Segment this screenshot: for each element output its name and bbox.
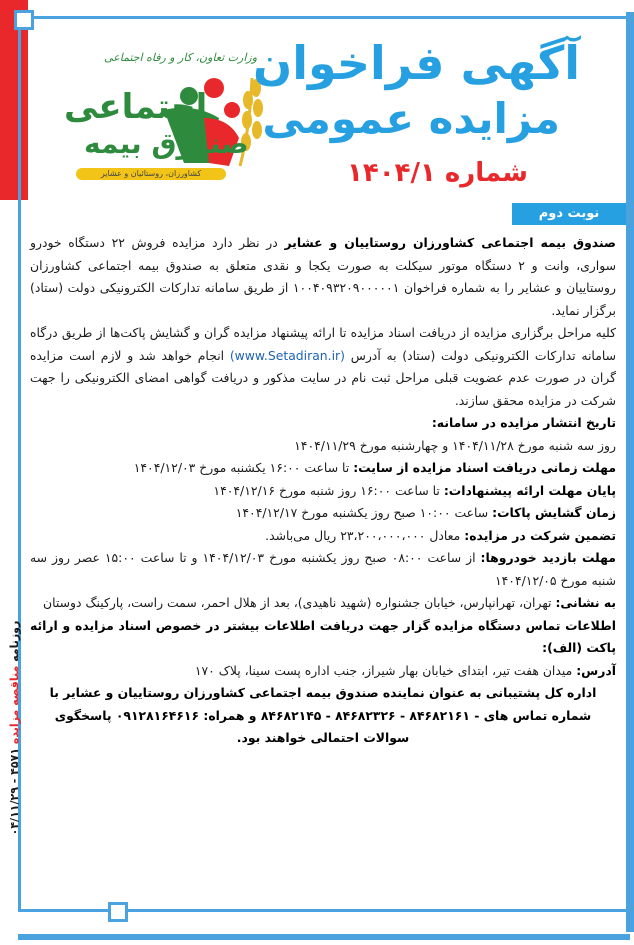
newspaper-label: روزنامه <box>8 620 21 662</box>
visit-address-label: به نشانی: <box>555 595 616 610</box>
contact-address-value: میدان هفت تیر، ابتدای خیابان بهار شیراز، جنب اداره پست سینا، پلاک ۱۷۰ <box>194 662 573 678</box>
intro-text-1: در نظر دارد مزایده فروش ۲۲ دستگاه خودرو سواری، وانت و ۲ دستگاه موتور سیکلت به صورت یکجا و نقدی متعلق به صندوق بیمه اجتماعی کشاورزان روستاییان و عشایر را به شماره فراخوان ۱۰۰۴۰۹۳۲۰۹۰۰۰۰۰۱ از طریق سامانه تدارکات الکترونیکی دولت (ستاد) برگزار نماید. <box>30 235 617 318</box>
contact-closing: اداره کل پشتیبانی به عنوان نماینده صندوق بیمه اجتماعی کشاورزان روستاییان و عشایر با شماره تماس های - ۸۴۶۸۲۱۶۱ - ۸۴۶۸۲۳۲۶ - ۸۴۶۸۲۱۴۵ و همراه: ۰۹۱۲۸۱۶۴۶۱۶ پاسخگوی سوالات احتمالی خواهند بود. <box>49 685 597 745</box>
contact-address-label: آدرس: <box>576 662 616 678</box>
announcement-body <box>30 232 616 902</box>
right-frame-bar <box>626 12 634 932</box>
intro-text-2: کلیه مراحل برگزاری مزایده از دریافت اسناد مزایده تا ارائه پیشنهاد مزایده گران و گشایش پاکت‌ها از طریق درگاه سامانه تدارکات الکترونیکی دولت (ستاد) به آدرس <box>30 325 616 363</box>
corner-square-top <box>14 10 34 30</box>
logo-top-text: وزارت تعاون، کار و رفاه اجتماعی <box>104 51 258 64</box>
docs-deadline-value: تا ساعت ۱۶:۰۰ یکشنبه مورخ ۱۴۰۴/۱۲/۰۳ <box>133 460 350 475</box>
guarantee-row <box>30 525 616 548</box>
organization-name: صندوق بیمه اجتماعی کشاورزان روستاییان و عشایر <box>284 235 616 250</box>
setad-link[interactable]: (www.Setadiran.ir) <box>229 347 345 363</box>
visit-value: از ساعت ۰۸:۰۰ صبح روز یکشنبه مورخ ۱۴۰۴/۱۲/۰۳ و تا ساعت ۱۵:۰۰ عصر روز سه شنبه مورخ ۱۴۰۴/۱۲/۰۵ <box>30 550 616 588</box>
visit-label: مهلت بازدید خودروها: <box>480 550 616 565</box>
fund-logo <box>44 48 274 198</box>
svg-text:اجتماعی: اجتماعی <box>64 87 208 127</box>
guarantee-value: معادل ۲۳،۲۰۰،۰۰۰،۰۰۰ ریال می‌باشد. <box>265 527 461 543</box>
svg-text:صندوق بیمه: صندوق بیمه <box>84 127 249 160</box>
newspaper-side-label <box>6 570 22 890</box>
opening-label: زمان گشایش پاکات: <box>492 505 616 520</box>
bids-deadline-value: تا ساعت ۱۶:۰۰ روز شنبه مورخ ۱۴۰۴/۱۲/۱۶ <box>213 482 440 498</box>
announcement-number: شماره ۱۴۰۴/۱ <box>347 158 528 188</box>
bottom-frame-bar <box>18 934 630 940</box>
docs-deadline-label: مهلت زمانی دریافت اسناد مزایده از سایت: <box>353 460 616 475</box>
header <box>30 30 620 200</box>
contact-address-row <box>30 660 616 683</box>
bids-deadline-row <box>30 480 616 503</box>
page-title: آگهی فراخوان <box>253 36 580 90</box>
newspaper-issue-number: ۴۵۷۱ - ۰۴/۱۱/۲۹ <box>8 747 21 836</box>
opening-value: ساعت ۱۰:۰۰ صبح روز یکشنبه مورخ ۱۴۰۴/۱۲/۱۷ <box>235 505 489 520</box>
newspaper-issue <box>8 568 24 888</box>
guarantee-label: تضمین شرکت در مزایده: <box>464 527 616 543</box>
logo-figures-icon <box>44 48 274 178</box>
round-badge: نوبت دوم <box>512 203 626 225</box>
process-paragraph <box>30 322 616 412</box>
visit-row <box>30 547 616 592</box>
opening-row <box>30 502 616 525</box>
page-subtitle: مزایده عمومی <box>262 94 560 143</box>
docs-deadline-row <box>30 457 616 480</box>
publish-value: روز سه شنبه مورخ ۱۴۰۴/۱۱/۲۸ و چهارشنبه مورخ ۱۴۰۴/۱۱/۲۹ <box>294 437 616 453</box>
intro-paragraph <box>30 232 616 322</box>
newspaper-name: مناقصه مزایده <box>8 665 21 745</box>
logo-bottom-text: کشاورزان، روستائیان و عشایر <box>76 168 226 180</box>
contact-heading: اطلاعات تماس دستگاه مزایده گزار جهت دریافت اطلاعات بیشتر در خصوص اسناد مزایده و ارائه پاکت (الف): <box>30 617 616 655</box>
visit-address-value: تهران، تهرانپارس، خیابان جشنواره (شهید ناهیدی)، بعد از هلال احمر، سمت راست، پارکینگ دوستان <box>43 595 552 610</box>
bids-deadline-label: پایان مهلت ارائه پیشنهادات: <box>443 482 616 498</box>
intro-text-3: انجام خواهد شد و لازم است مزایده گران در صورت عدم عضویت قبلی مراحل ثبت نام در سایت مذکور و دریافت گواهی امضای الکترونیکی را جهت شرکت در مزایده محقق سازند. <box>30 347 616 408</box>
corner-square-bottom <box>108 902 128 922</box>
visit-address-row <box>30 592 616 615</box>
publish-label: تاریخ انتشار مزایده در سامانه: <box>431 415 616 430</box>
